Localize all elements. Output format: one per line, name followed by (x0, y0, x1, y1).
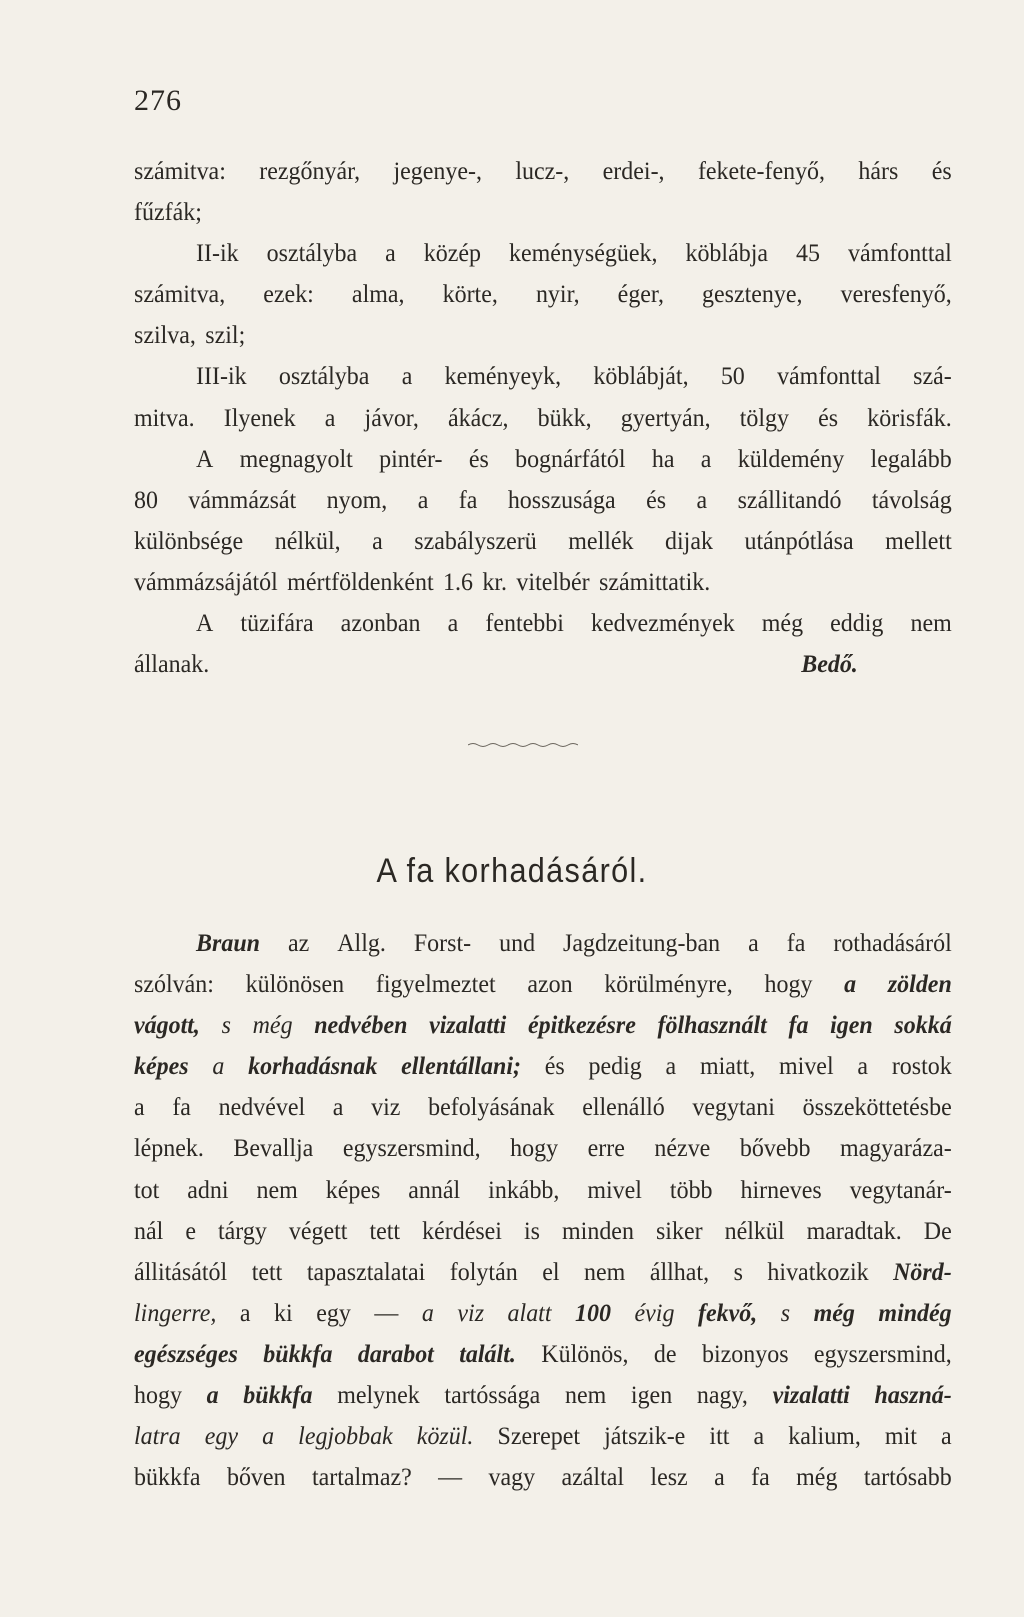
word: vámmázsájától (134, 566, 278, 596)
word: minden (562, 1215, 634, 1245)
word: több (669, 1174, 713, 1204)
word: hogy (134, 1380, 182, 1410)
word: nedvével (218, 1092, 306, 1122)
word: épitkezésre (528, 1010, 636, 1040)
word: a (324, 402, 336, 432)
word: tartalmaz? (311, 1462, 412, 1492)
word: — (438, 1462, 463, 1492)
word: vegytanár- (849, 1174, 952, 1204)
word: számittatik. (599, 566, 711, 596)
text-line (134, 1456, 952, 1497)
word: ki (274, 1297, 293, 1327)
word: is (524, 1215, 541, 1245)
section-heading: A fa korhadásáról. (376, 852, 648, 890)
word: nyom, (326, 484, 388, 514)
word: el (542, 1256, 560, 1286)
word: az (287, 928, 310, 957)
text-line (134, 1415, 952, 1456)
word: rostok (891, 1051, 952, 1081)
word: inkább, (488, 1174, 560, 1204)
word: köblábja (685, 238, 769, 268)
word: mértföldenként (287, 566, 434, 596)
word: erdei-, (602, 156, 665, 185)
word: talált. (459, 1338, 516, 1368)
word: 50 (720, 361, 745, 391)
word: a (421, 1297, 434, 1327)
text-line (134, 232, 952, 273)
text-line (134, 1086, 952, 1127)
word: fekvő, (697, 1297, 758, 1327)
word: számitva, (134, 279, 226, 309)
word: utánpótlása (744, 525, 854, 555)
word: tartósabb (863, 1462, 952, 1492)
word: nedvében (314, 1010, 408, 1040)
word: nem (256, 1174, 298, 1204)
word: alma, (351, 279, 405, 309)
word: nézve (654, 1133, 711, 1163)
word: veresfenyő, (840, 279, 952, 309)
word: még (252, 1010, 293, 1040)
word: und (499, 928, 536, 957)
word: ha (651, 443, 675, 473)
word: darabot (357, 1338, 434, 1368)
text-line (134, 1210, 952, 1251)
word: tölgy (739, 402, 789, 432)
text-line (134, 643, 952, 684)
word: pedig (588, 1051, 642, 1081)
word: korhadásnak (248, 1051, 378, 1081)
word: azon (527, 969, 573, 999)
word: ellenálló (582, 1092, 665, 1122)
word: tartóssága (444, 1380, 541, 1410)
word: állanak. (134, 649, 210, 679)
text-line (134, 520, 952, 561)
word: tett (251, 1256, 283, 1286)
word: lucz-, (515, 156, 570, 185)
word: erre (587, 1133, 625, 1163)
word: éger, (617, 279, 664, 309)
word: kr. (482, 566, 508, 596)
word: s (733, 1256, 743, 1286)
word: vámmázsát (188, 484, 297, 514)
word: és (646, 484, 667, 514)
word: legjobbak (298, 1421, 393, 1451)
word: egy (316, 1297, 351, 1327)
word: mellett (885, 525, 952, 555)
word: magyaráza- (839, 1133, 952, 1163)
word: a (401, 361, 413, 391)
word: kalium, (788, 1421, 861, 1451)
word: rezgőnyár, (259, 156, 361, 185)
word: de (653, 1338, 677, 1368)
word: a (700, 443, 712, 473)
word: távolság (871, 484, 952, 514)
word: Bevallja (233, 1133, 314, 1163)
word: összeköttetésbe (802, 1092, 952, 1122)
word: osztályba (278, 361, 370, 391)
word: ellentállani; (401, 1051, 521, 1081)
word: vágott, (134, 1010, 200, 1040)
word: fölhasznált (657, 1010, 767, 1040)
word: De (923, 1215, 952, 1245)
word: szállitandó (737, 484, 842, 514)
word: jávor, (364, 402, 419, 432)
section-divider (468, 742, 578, 748)
word: hogy (510, 1133, 559, 1163)
word: még (761, 608, 804, 638)
author-signature: Bedő. (801, 649, 858, 679)
word: tárgy (217, 1215, 267, 1245)
word: azonban (340, 608, 421, 638)
word: 45 (795, 238, 820, 268)
word: mindég (878, 1297, 952, 1327)
word: a (332, 1092, 344, 1122)
word: bizonyos (701, 1338, 789, 1368)
word: egyszersmind, (342, 1133, 481, 1163)
word: siker (655, 1215, 703, 1245)
word: mivel (587, 1174, 642, 1204)
word: azáltal (561, 1462, 625, 1492)
word: tett (369, 1215, 401, 1245)
word: gesztenye, (702, 279, 803, 309)
word: mitva. (134, 402, 195, 432)
word: közül. (416, 1421, 474, 1451)
word: bővebb (739, 1133, 811, 1163)
word: nem (584, 1256, 626, 1286)
word: mellék (568, 525, 634, 555)
word: Különös, (541, 1338, 629, 1368)
word: szá- (913, 361, 952, 391)
text-line (134, 602, 952, 643)
word: és (931, 156, 952, 185)
word: képes (134, 1051, 189, 1081)
word: tot (134, 1174, 160, 1204)
word: s (221, 1010, 231, 1040)
word: játszik-e (604, 1421, 686, 1451)
word: nál (134, 1215, 164, 1245)
word: vámfonttal (777, 361, 881, 391)
page-number: 276 (134, 84, 182, 117)
word: rothadásáról (833, 928, 952, 957)
word: a (212, 1051, 225, 1081)
text-line (134, 561, 952, 602)
word: a (714, 1462, 725, 1492)
section-one-text (134, 150, 952, 684)
word: miatt, (699, 1051, 756, 1081)
word: mit (884, 1421, 917, 1451)
word: vitelbér (516, 566, 590, 596)
word: körte, (442, 279, 498, 309)
word: állitásától (134, 1256, 228, 1286)
word: képes (325, 1174, 381, 1204)
word: Forst- (413, 928, 472, 957)
word: befolyásának (428, 1092, 555, 1122)
word: nem (564, 1380, 607, 1410)
word: egy (204, 1421, 238, 1451)
word: a (134, 1092, 145, 1122)
word: bőven (226, 1462, 286, 1492)
word: lingerre, (134, 1297, 217, 1327)
word: szólván: (134, 969, 214, 999)
word: A (196, 608, 214, 638)
word: vizalatti (429, 1010, 507, 1040)
word: a (372, 525, 383, 555)
word: és (544, 1051, 565, 1081)
word: Braun (196, 928, 261, 957)
word: a (748, 928, 759, 957)
text-line (134, 191, 952, 232)
word: fa (788, 1010, 809, 1040)
word: a (262, 1421, 275, 1451)
word: hogy (764, 969, 813, 999)
word: szilva, (134, 320, 196, 350)
text-line (134, 438, 952, 479)
word: és (818, 402, 839, 432)
word: bükk, (537, 402, 592, 432)
word: körülményre, (604, 969, 733, 999)
word: vizalatti (772, 1380, 850, 1410)
word: dijak (665, 525, 713, 555)
text-line (134, 1251, 952, 1292)
word: megnagyolt (239, 443, 353, 473)
word: bükkfa (263, 1338, 333, 1368)
text-line (134, 963, 952, 1004)
word: osztályba (266, 238, 358, 268)
word: lesz (650, 1462, 688, 1492)
word: nyir, (535, 279, 580, 309)
word: 1.6 (443, 566, 473, 596)
text-line (134, 314, 952, 355)
section-two-text (134, 922, 952, 1497)
word: zölden (887, 969, 952, 999)
word: a (665, 1051, 677, 1081)
word: eddig (830, 608, 884, 638)
word: a (385, 238, 396, 268)
word: ezek: (263, 279, 314, 309)
text-line (134, 1004, 952, 1045)
word: fa (751, 1462, 770, 1492)
word: a (753, 1421, 765, 1451)
text-line (134, 1292, 952, 1333)
word: s (780, 1297, 791, 1327)
word: Jagdzeitung-ban (563, 928, 721, 957)
word: viz (457, 1297, 485, 1327)
text-line (134, 922, 952, 963)
word: melynek (337, 1380, 420, 1410)
word: adni (187, 1174, 229, 1204)
word: hirneves (740, 1174, 822, 1204)
word: — (374, 1297, 399, 1327)
word: küldemény (737, 443, 845, 473)
word: fa (786, 928, 806, 957)
word: a (239, 1297, 251, 1327)
word: nélkül, (274, 525, 341, 555)
text-line (134, 479, 952, 520)
word: bognárfától (515, 443, 626, 473)
word: még (813, 1297, 855, 1327)
word: II-ik (196, 238, 239, 268)
word: viz (371, 1092, 401, 1122)
word: vagy (488, 1462, 536, 1492)
word: Nörd- (893, 1256, 952, 1286)
text-line (134, 1333, 952, 1374)
word: nem (910, 608, 952, 638)
word: a (941, 1421, 952, 1451)
word: keményeyk, (444, 361, 562, 391)
text-line (134, 1045, 952, 1086)
text-line (134, 273, 952, 314)
word: közép (423, 238, 482, 268)
word: latra (134, 1421, 181, 1451)
text-line (134, 397, 952, 438)
word: a (417, 484, 429, 514)
word: sokká (894, 1010, 952, 1040)
word: állhat, (649, 1256, 710, 1286)
word: figyelmeztet (375, 969, 496, 999)
text-line (134, 355, 952, 396)
word: Ilyenek (223, 402, 296, 432)
word: maradtak. (806, 1215, 902, 1245)
word: szabályszerü (414, 525, 537, 555)
word: fűzfák; (134, 197, 202, 227)
word: III-ik (196, 361, 247, 391)
word: igen (830, 1010, 873, 1040)
word: körisfák. (867, 402, 952, 432)
word: szil; (205, 320, 246, 350)
word: A (196, 443, 214, 473)
word: a (844, 969, 857, 999)
word: kedvezmények (590, 608, 735, 638)
word: még (796, 1462, 838, 1492)
word: a (206, 1380, 219, 1410)
word: tüzifára (240, 608, 314, 638)
word: egészséges (134, 1338, 238, 1368)
word: hivatkozik (767, 1256, 869, 1286)
word: folytán (449, 1256, 518, 1286)
word: 80 (134, 484, 158, 514)
word: nélkül (724, 1215, 785, 1245)
text-line (134, 1127, 952, 1168)
word: annál (408, 1174, 461, 1204)
word: kérdései (422, 1215, 502, 1245)
word: pintér- (379, 443, 443, 473)
word: különösen (245, 969, 345, 999)
word: Szerepet (497, 1421, 581, 1451)
word: a (447, 608, 459, 638)
word: a (696, 484, 708, 514)
word: ákácz, (447, 402, 509, 432)
word: lépnek. (134, 1133, 204, 1163)
word: számitva: (134, 156, 226, 185)
word: igen (630, 1380, 673, 1410)
word: és (468, 443, 489, 473)
word: haszná- (874, 1380, 952, 1410)
word: fekete-fenyő, (697, 156, 826, 185)
word: bükkfa (243, 1380, 313, 1410)
word: vegytani (692, 1092, 775, 1122)
word: különbsége (134, 525, 244, 555)
word: alatt (507, 1297, 552, 1327)
text-line (134, 1374, 952, 1415)
word: egyszersmind, (813, 1338, 952, 1368)
text-line (134, 150, 952, 191)
word: fa (458, 484, 478, 514)
word: fentebbi (485, 608, 564, 638)
word: Allg. (337, 928, 386, 957)
word: tapasztalatai (306, 1256, 426, 1286)
word: hosszusága (507, 484, 616, 514)
word: vámfonttal (847, 238, 952, 268)
word: hárs (858, 156, 899, 185)
word: mivel (779, 1051, 834, 1081)
word: legalább (870, 443, 952, 473)
word: bükkfa (134, 1462, 201, 1492)
word: évig (634, 1297, 675, 1327)
word: itt (709, 1421, 730, 1451)
word: keménységüek, (509, 238, 658, 268)
word: a (857, 1051, 869, 1081)
word: köblábját, (593, 361, 689, 391)
word: jegenye-, (393, 156, 482, 185)
word: gyertyán, (620, 402, 711, 432)
word: nagy, (696, 1380, 748, 1410)
word: fa (172, 1092, 191, 1122)
word: 100 (575, 1297, 611, 1327)
word: e (185, 1215, 196, 1245)
word: végett (288, 1215, 348, 1245)
text-line (134, 1169, 952, 1210)
